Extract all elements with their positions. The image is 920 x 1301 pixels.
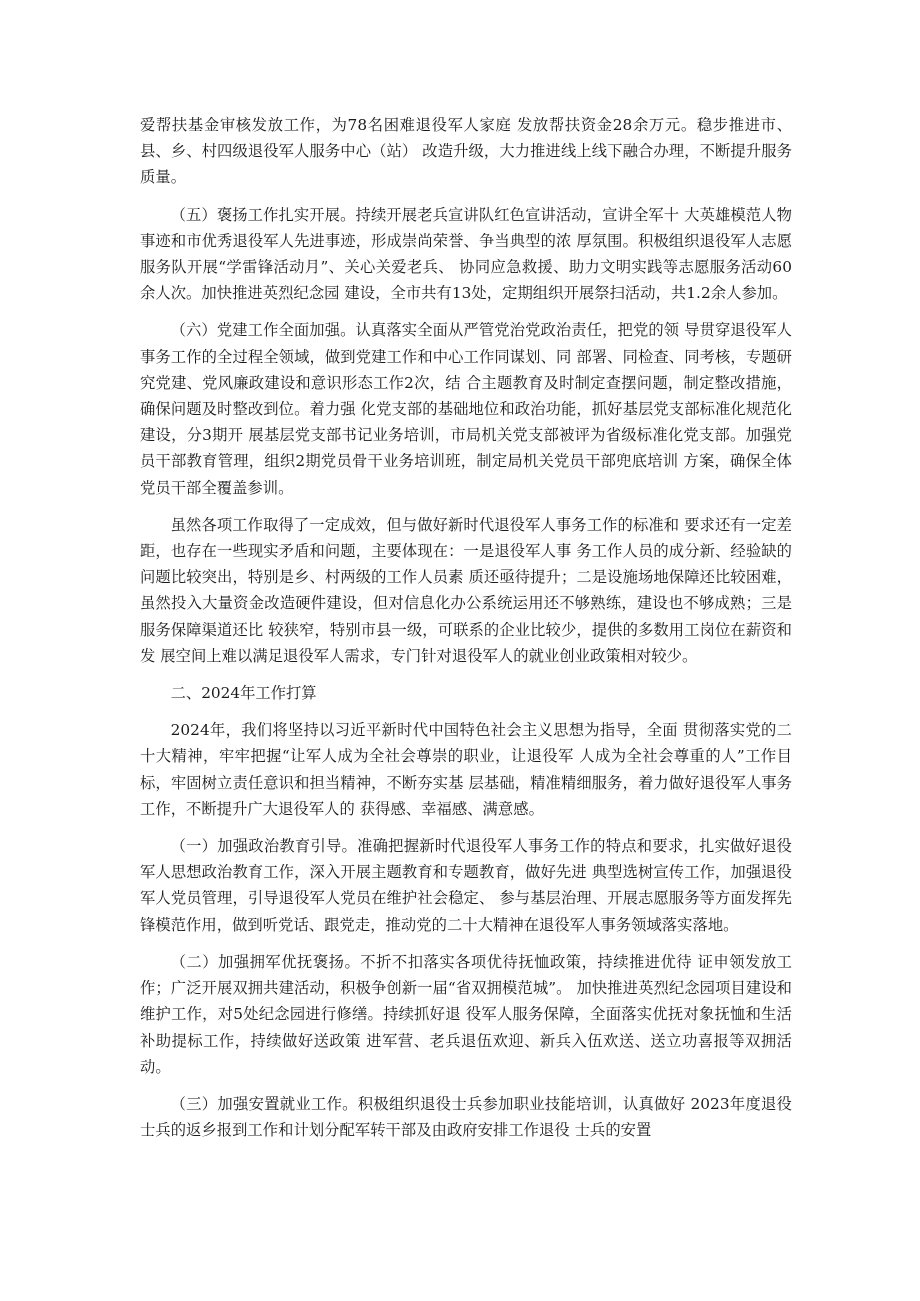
document-page <box>140 112 792 1154</box>
paragraph-shortcomings: 虽然各项工作取得了一定成效，但与做好新时代退役军人事务工作的标准和 要求还有一定差距，也存在一些现实矛盾和问题，主要体现在：一是退役军人事 务工作人员的成分新、经验缺的问题比较突出，特别是乡、村两级的工作人员素 质还亟待提升；二是设施场地保障还比较困难，虽然投入大量资金改造硬件建设，但对信息化办公系统运用还不够熟练，建设也不够成熟；三是服务保障渠道还比 较狭窄，特别市县一级，可联系的企业比较少，提供的多数用工岗位在薪资和发 展空间上难以满足退役军人需求，专门针对退役军人的就业创业政策相对较少。 <box>140 515 792 665</box>
paragraph-2024-overview: 2024年，我们将坚持以习近平新时代中国特色社会主义思想为指导，全面 贯彻落实党的二十大精神，牢牢把握“让军人成为全社会尊崇的职业，让退役军 人成为全社会尊重的人”工作目标，牢固树立责任意识和担当精神，不断夯实基 层基础，精准精细服务，着力做好退役军人事务工作，不断提升广大退役军人的 获得感、幸福感、满意感。 <box>140 721 792 818</box>
paragraph-employment: （三）加强安置就业工作。积极组织退役士兵参加职业技能培训，认真做好 2023年度退役士兵的返乡报到工作和计划分配军转干部及由政府安排工作退役 士兵的安置 <box>140 1094 792 1140</box>
paragraph-continuation: 爱帮扶基金审核发放工作，为78名困难退役军人家庭 发放帮扶资金28余万元。稳步推进市、县、乡、村四级退役军人服务中心（站） 改造升级，大力推进线上线下融合办理，不断提升服务质量。 <box>140 116 792 187</box>
paragraph-party-building: （六）党建工作全面加强。认真落实全面从严管党治党政治责任，把党的领 导贯穿退役军人事务工作的全过程全领域，做到党建工作和中心工作同谋划、同 部署、同检查、同考核，专题研究党建、党风廉政建设和意识形态工作2次，结 合主题教育及时制定查摆问题，制定整改措施，确保问题及时整改到位。着力强 化党支部的基础地位和政治功能，抓好基层党支部标准化规范化建设，分3期开 展基层党支部书记业务培训，市局机关党支部被评为省级标准化党支部。加强党 员干部教育管理，组织2期党员骨干业务培训班，制定局机关党员干部兜底培训 方案，确保全体党员干部全覆盖参训。 <box>140 321 792 497</box>
paragraph-political-education: （一）加强政治教育引导。准确把握新时代退役军人事务工作的特点和要求，扎实做好退役军人思想政治教育工作，深入开展主题教育和专题教育，做好先进 典型选树宣传工作，加强退役军人党员管理，引导退役军人党员在维护社会稳定、 参与基层治理、开展志愿服务等方面发挥先锋模范作用，做到听党话、跟党走，推动党的二十大精神在退役军人事务领域落实落地。 <box>140 837 792 934</box>
paragraph-commendation-work: （五）褒扬工作扎实开展。持续开展老兵宣讲队红色宣讲活动，宣讲全军十 大英雄模范人物事迹和市优秀退役军人先进事迹，形成崇尚荣誉、争当典型的浓 厚氛围。积极组织退役军人志愿服务队开展“学雷锋活动月”、关心关爱老兵、 协同应急救援、助力文明实践等志愿服务活动60余人次。加快推进英烈纪念园 建设，全市共有13处，定期组织开展祭扫活动，共1.2余人参加。 <box>140 205 792 303</box>
section-heading-2024-plan: 二、2024年工作打算 <box>170 684 317 703</box>
paragraph-support-military: （二）加强拥军优抚褒扬。不折不扣落实各项优待抚恤政策，持续推进优待 证申领发放工作；广泛开展双拥共建活动，积极争创新一届“省双拥模范城”。 加快推进英烈纪念园项目建设和维护工作，对5处纪念园进行修缮。持续抓好退 役军人服务保障，全面落实优抚对象抚恤和生活补助提标工作，持续做好送政策 进军营、老兵退伍欢迎、新兵入伍欢送、送立功喜报等双拥活动。 <box>140 952 792 1076</box>
